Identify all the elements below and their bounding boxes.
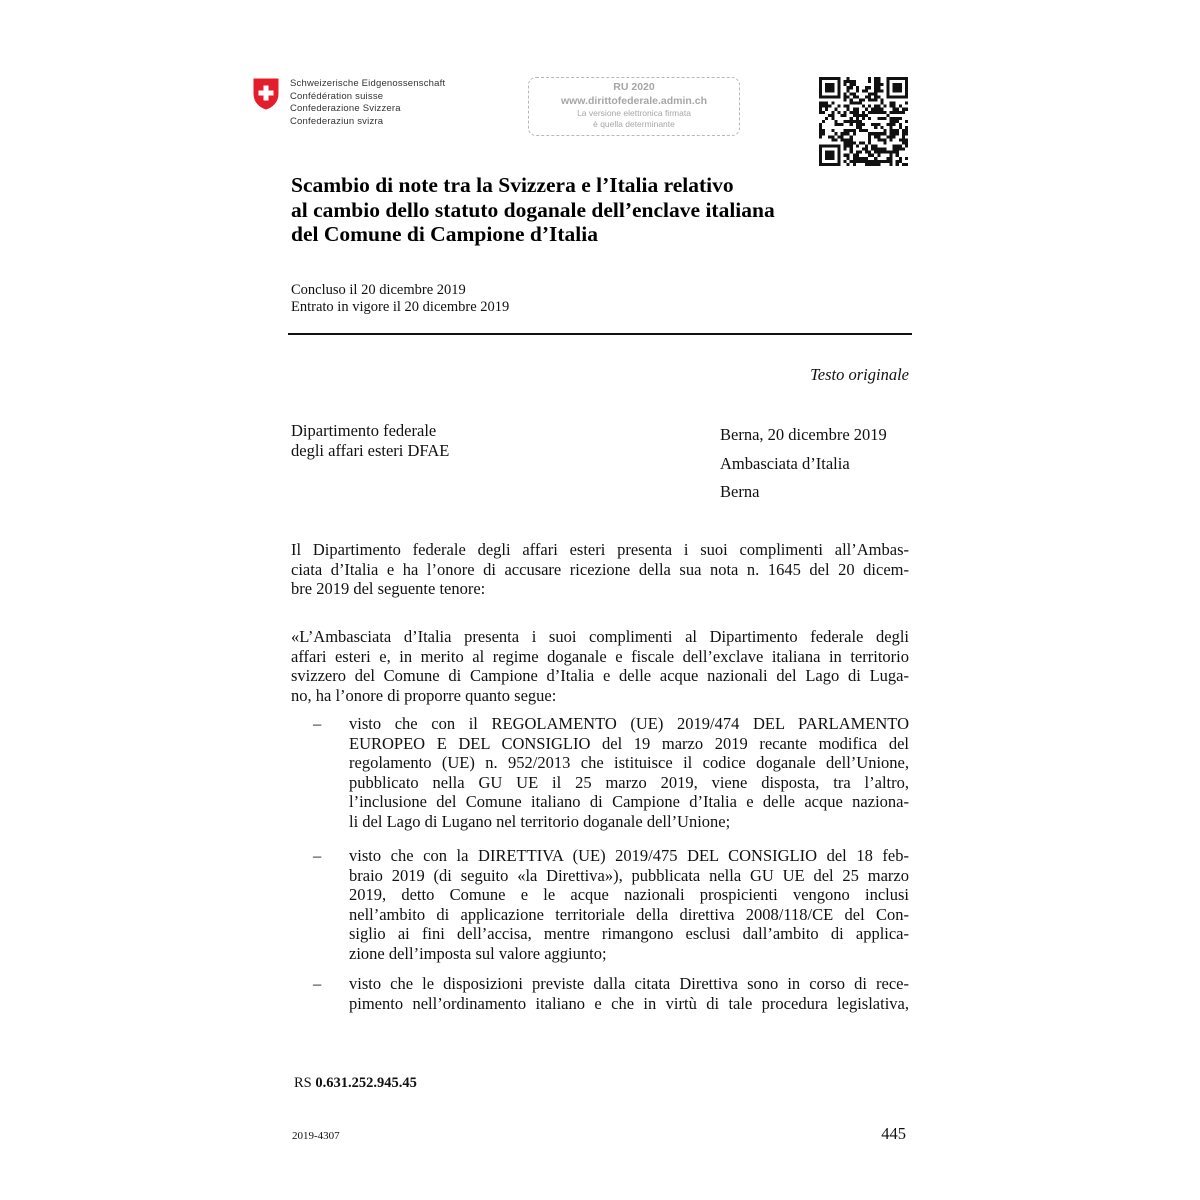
- recipient-city-line: Berna: [720, 482, 760, 501]
- swiss-crest-logo: [253, 78, 279, 110]
- list-item-line: 2019, detto Comune e le acque nazionali prospicienti vengono inclusi: [349, 885, 909, 904]
- rs-prefix: RS: [294, 1075, 312, 1091]
- list-item-line: l’inclusione del Comune italiano di Campione d’Italia e delle acque naziona-: [349, 792, 909, 811]
- list-item-line: regolamento (UE) n. 952/2013 che istituisce il codice doganale dell’Unione,: [349, 753, 909, 772]
- confederation-name-it: Confederazione Svizzera: [290, 103, 401, 114]
- horizontal-divider: [288, 333, 912, 335]
- paragraph-line: svizzero del Comune di Campione d’Italia e delle acque nazionali del Lago di Luga-: [291, 666, 909, 685]
- dash-bullet: –: [313, 846, 322, 865]
- sender-line: degli affari esteri DFAE: [291, 441, 450, 460]
- recipient-line: Ambasciata d’Italia: [720, 453, 850, 473]
- confederation-name-rm: Confederaziun svizra: [290, 115, 384, 127]
- paragraph-line: no, ha l’onore di proporre quanto segue:: [291, 685, 557, 705]
- place-date-line: Berna, 20 dicembre 2019: [720, 425, 887, 444]
- stamp-website: www.dirittofederale.admin.ch: [560, 95, 708, 107]
- title-line: del Comune di Campione d’Italia: [291, 222, 599, 246]
- list-item-line: siglio ai fini dell’accisa, mentre rimangono esclusi dall’ambito di applica-: [349, 924, 909, 943]
- qr-code: [819, 77, 908, 166]
- paragraph-line: bre 2019 del seguente tenore:: [291, 579, 486, 598]
- document-title: [291, 173, 775, 247]
- list-item-line: visto che con il REGOLAMENTO (UE) 2019/474 DEL PARLAMENTO: [349, 714, 909, 733]
- paragraph-line: «L’Ambasciata d’Italia presenta i suoi complimenti al Dipartimento federale degli: [291, 627, 909, 646]
- list-item-line: pubblicato nella GU UE il 25 marzo 2019, viene disposta, tra l’altro,: [349, 772, 909, 792]
- sender-block: [291, 421, 449, 461]
- rs-reference: [294, 1075, 417, 1092]
- list-item-line: visto che le disposizioni previste dalla citata Direttiva sono in corso di rece-: [349, 974, 909, 993]
- paragraph-line: ciata d’Italia e ha l’onore di accusare ricezione della sua nota n. 1645 del 20 dicem-: [291, 559, 909, 579]
- page-number: 445: [881, 1124, 906, 1143]
- confederation-name-de: Schweizerische Eidgenossenschaft: [290, 78, 446, 89]
- stamp-collection: RU 2020: [613, 81, 655, 93]
- paragraph-acknowledgement: [291, 540, 909, 599]
- title-line: Scambio di note tra la Svizzera e l’Italia relativo: [291, 173, 734, 197]
- paragraph-quoted-note: [291, 627, 909, 705]
- list-item-line: braio 2019 (di seguito «la Direttiva»), pubblicata nella GU UE del 25 marzo: [349, 865, 909, 885]
- official-publication-stamp: [528, 77, 740, 136]
- title-line: al cambio dello statuto doganale dell’enclave italiana: [291, 197, 775, 222]
- list-item-line: visto che con la DIRETTIVA (UE) 2019/475 DEL CONSIGLIO del 18 feb-: [349, 846, 909, 865]
- dash-bullet: –: [313, 714, 322, 733]
- concluded-date: Concluso il 20 dicembre 2019: [291, 282, 466, 298]
- stamp-note-1: La versione elettronica firmata: [577, 108, 691, 118]
- list-item-line: EUROPEO E DEL CONSIGLIO del 19 marzo 2019 recante modifica del: [349, 733, 909, 753]
- paragraph-line: affari esteri e, in merito al regime doganale e fiscale dell’exclave italiana in territorio: [291, 646, 909, 666]
- recipient-block: [720, 421, 887, 507]
- list-item-line: li del Lago di Lugano nel territorio doganale dell’Unione;: [349, 811, 731, 831]
- list-item-line: zione dell’imposta sul valore aggiunto;: [349, 943, 607, 963]
- rs-number: 0.631.252.945.45: [315, 1075, 417, 1091]
- confederation-names: [290, 78, 445, 128]
- document-number: 2019-4307: [292, 1130, 340, 1142]
- treaty-dates: [291, 282, 509, 316]
- confederation-name-fr: Confédération suisse: [290, 90, 384, 102]
- stamp-note-2: è quella determinante: [593, 119, 675, 129]
- in-force-date: Entrato in vigore il 20 dicembre 2019: [291, 299, 510, 315]
- original-text-label: Testo originale: [810, 365, 909, 384]
- paragraph-line: Il Dipartimento federale degli affari esteri presenta i suoi complimenti all’Ambas-: [291, 540, 909, 559]
- sender-line: Dipartimento federale: [291, 421, 437, 440]
- list-item-line: nell’ambito di applicazione territoriale della direttiva 2008/118/CE del Con-: [349, 904, 909, 924]
- dash-bullet: –: [313, 974, 322, 993]
- list-item-line: pimento nell’ordinamento italiano e che in virtù di tale procedura legislativa,: [349, 993, 909, 1013]
